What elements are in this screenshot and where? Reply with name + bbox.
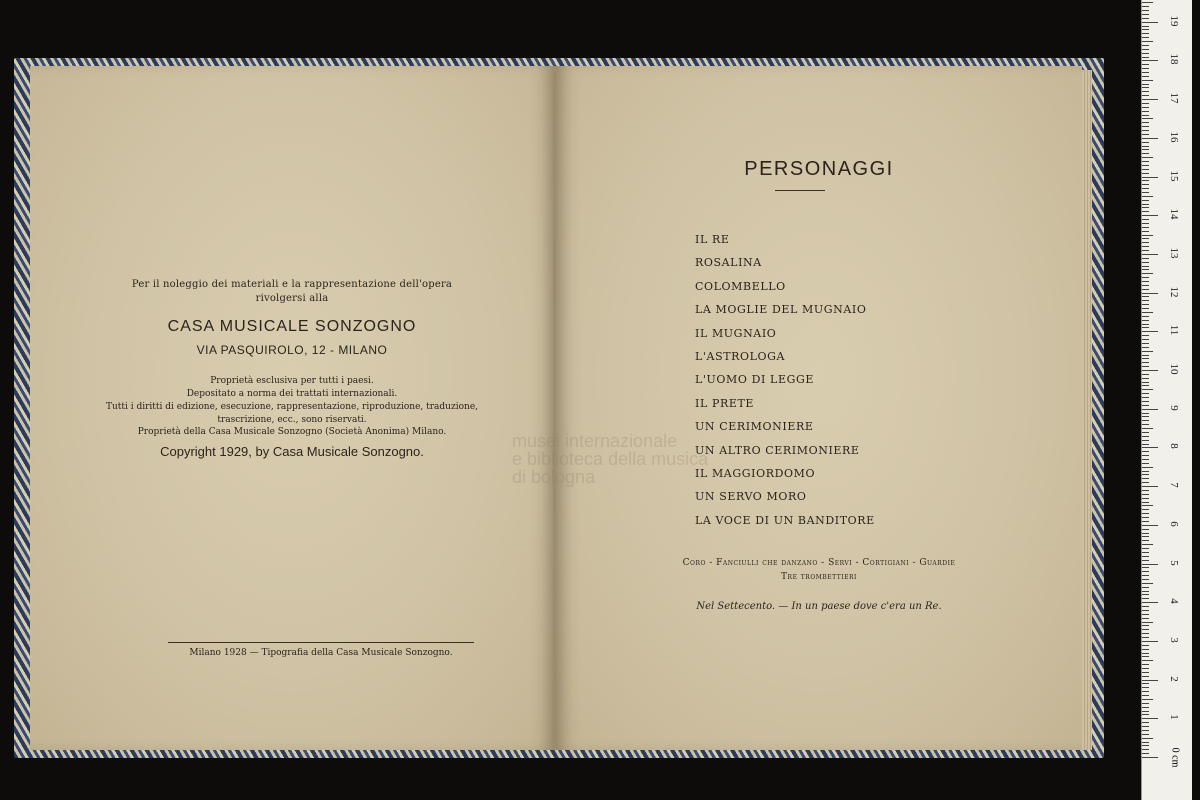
ruler-tick (1142, 389, 1153, 390)
ruler-tick (1142, 591, 1149, 592)
ruler-tick (1142, 726, 1149, 727)
ruler-tick (1142, 91, 1149, 92)
ruler-tick (1142, 730, 1149, 731)
ruler-tick (1142, 238, 1149, 239)
ruler-tick (1142, 300, 1149, 301)
ruler-tick (1142, 84, 1149, 85)
character-item: UN ALTRO CERIMONIERE (695, 443, 860, 457)
ruler-tick (1142, 296, 1149, 297)
ruler-number: 9 (1168, 404, 1180, 411)
page-edges (1082, 70, 1092, 750)
ruler-tick (1142, 598, 1149, 599)
ruler-tick (1142, 382, 1149, 383)
ruler-number: 15 (1168, 170, 1180, 181)
ruler-number: 17 (1168, 92, 1180, 104)
ruler-tick (1142, 668, 1149, 669)
ruler-tick (1142, 645, 1149, 646)
ruler-tick (1142, 587, 1149, 588)
ruler-tick (1142, 567, 1149, 568)
ruler-tick (1142, 428, 1153, 429)
ruler-tick (1142, 413, 1149, 414)
ruler-tick (1142, 115, 1149, 116)
ruler-tick (1142, 343, 1149, 344)
ruler-tick (1142, 672, 1149, 673)
ruler-tick (1142, 57, 1149, 58)
ruler-tick (1142, 521, 1149, 522)
ruler-tick (1142, 68, 1149, 69)
ruler-number: 7 (1168, 482, 1180, 488)
ruler-tick (1142, 544, 1153, 545)
chorus-line: Coro - Fanciulli che danzano - Servi - Cortigiani - Guardie (682, 558, 956, 568)
ruler-tick (1142, 676, 1149, 677)
ruler-tick (1142, 455, 1149, 456)
ruler-tick (1142, 536, 1149, 537)
ruler-tick (1142, 29, 1149, 30)
ruler-tick (1142, 409, 1158, 410)
ruler-tick (1142, 602, 1158, 603)
ruler-tick (1142, 509, 1149, 510)
ruler-tick (1142, 180, 1149, 181)
ruler-tick (1142, 490, 1149, 491)
ruler-tick (1142, 556, 1149, 557)
ruler-tick (1142, 146, 1149, 147)
ruler-tick (1142, 107, 1149, 108)
ruler-tick (1142, 629, 1149, 630)
ruler-tick (1142, 235, 1153, 236)
ruler-tick (1142, 362, 1149, 363)
ruler-tick (1142, 393, 1149, 394)
ruler-tick (1142, 451, 1149, 452)
character-item: LA VOCE DI UN BANDITORE (695, 513, 875, 527)
ruler-tick (1142, 118, 1153, 119)
ruler-number: 8 (1168, 443, 1180, 450)
ruler-tick (1142, 22, 1158, 23)
ruler-tick (1142, 482, 1149, 483)
character-item: IL MAGGIORDOMO (695, 466, 816, 480)
ownership-line: Proprietà della Casa Musicale Sonzogno (Società Anonima) Milano. (137, 427, 447, 437)
ruler-tick (1142, 625, 1149, 626)
ruler-tick (1142, 177, 1158, 178)
ruler-tick (1142, 196, 1153, 197)
ruler-tick (1142, 401, 1149, 402)
ruler-tick (1142, 416, 1149, 417)
ruler-tick (1142, 355, 1149, 356)
ruler-tick (1142, 223, 1149, 224)
ruler-tick (1142, 227, 1149, 228)
ruler-tick (1142, 184, 1149, 185)
ruler-tick (1142, 502, 1149, 503)
ruler-tick (1142, 2, 1153, 3)
ruler-tick (1142, 711, 1149, 712)
rights-line: Proprietà esclusiva per tutti i paesi. (210, 376, 374, 386)
ruler-tick (1142, 266, 1149, 267)
ruler-tick (1142, 444, 1149, 445)
character-list (695, 232, 875, 536)
ruler-number: 18 (1168, 53, 1180, 65)
ruler-tick (1142, 691, 1149, 692)
ruler-tick (1142, 366, 1149, 367)
ruler-tick (1142, 165, 1149, 166)
ruler-tick (1142, 656, 1149, 657)
ruler-tick (1142, 447, 1158, 448)
ruler-number: 3 (1168, 637, 1180, 643)
ruler-tick (1142, 707, 1149, 708)
chorus-list (556, 556, 1082, 584)
measurement-ruler (1141, 0, 1192, 800)
ruler-tick (1142, 26, 1149, 27)
ruler-tick (1142, 579, 1149, 580)
ruler-tick (1142, 242, 1149, 243)
ruler-tick (1142, 560, 1149, 561)
characters-title: PERSONAGGI (744, 158, 894, 180)
ruler-tick (1142, 335, 1149, 336)
ruler-tick (1142, 614, 1149, 615)
rental-notice-line: Per il noleggio dei materiali e la rappresentazione dell'opera (131, 279, 453, 290)
ruler-tick (1142, 49, 1149, 50)
ruler-tick (1142, 664, 1149, 665)
ruler-tick (1142, 742, 1149, 743)
ruler-tick (1142, 405, 1149, 406)
ruler-tick (1142, 583, 1153, 584)
ruler-tick (1142, 370, 1158, 371)
ruler-tick (1142, 378, 1149, 379)
ruler-tick (1142, 606, 1149, 607)
ruler-tick (1142, 331, 1158, 332)
ruler-tick (1142, 142, 1149, 143)
ruler-tick (1142, 467, 1153, 468)
ruler-tick (1142, 459, 1149, 460)
ruler-tick (1142, 637, 1149, 638)
ruler-tick (1142, 215, 1158, 216)
ruler-tick (1142, 718, 1158, 719)
ruler-tick (1142, 432, 1149, 433)
ruler-tick (1142, 494, 1149, 495)
ruler-tick (1142, 533, 1149, 534)
ruler-tick (1142, 474, 1149, 475)
rights-line: trascrizione, ecc., sono riservati. (217, 415, 367, 425)
ruler-tick (1142, 594, 1149, 595)
ruler-tick (1142, 734, 1149, 735)
ruler-tick (1142, 680, 1158, 681)
ruler-tick (1142, 169, 1149, 170)
ruler-tick (1142, 324, 1149, 325)
ruler-tick (1142, 714, 1149, 715)
ruler-tick (1142, 64, 1149, 65)
ruler-tick (1142, 351, 1153, 352)
character-item: UN SERVO MORO (695, 490, 807, 504)
ruler-tick (1142, 517, 1149, 518)
ruler-tick (1142, 358, 1149, 359)
ruler-tick (1142, 188, 1149, 189)
ruler-tick (1142, 192, 1149, 193)
ruler-tick (1142, 683, 1149, 684)
ruler-tick (1142, 99, 1158, 100)
ruler-tick (1142, 424, 1149, 425)
ruler-tick (1142, 339, 1149, 340)
ruler-tick (1142, 157, 1153, 158)
ruler-tick (1142, 478, 1149, 479)
ruler-tick (1142, 564, 1158, 565)
watermark-line: musei internazionale (512, 431, 678, 451)
ruler-tick (1142, 53, 1149, 54)
left-page (30, 66, 554, 750)
ruler-tick (1142, 161, 1149, 162)
ruler-tick (1142, 610, 1149, 611)
ruler-number: 10 (1168, 363, 1180, 375)
ruler-number: 11 (1168, 325, 1180, 336)
ruler-tick (1142, 285, 1149, 286)
ruler-tick (1142, 575, 1149, 576)
ruler-tick (1142, 738, 1153, 739)
ruler-tick (1142, 60, 1158, 61)
ruler-tick (1142, 703, 1149, 704)
character-item: IL MUGNAIO (695, 326, 777, 340)
ruler-tick (1142, 293, 1158, 294)
ruler-tick (1142, 513, 1149, 514)
ruler-tick (1142, 173, 1149, 174)
ruler-tick (1142, 95, 1149, 96)
ruler-tick (1142, 525, 1158, 526)
ruler-number: 12 (1168, 286, 1180, 298)
ruler-number: 1 (1168, 714, 1180, 721)
rights-notice (30, 375, 554, 427)
ruler-tick (1142, 420, 1149, 421)
ruler-tick (1142, 327, 1149, 328)
ruler-tick (1142, 653, 1149, 654)
ruler-tick (1142, 211, 1149, 212)
character-item: IL RE (695, 233, 730, 246)
ruler-tick (1142, 149, 1149, 150)
rental-notice (30, 278, 554, 306)
ruler-tick (1142, 45, 1149, 46)
right-page (556, 66, 1082, 750)
ruler-tick (1142, 529, 1149, 530)
ruler-tick (1142, 660, 1153, 661)
ruler-tick (1142, 471, 1149, 472)
ruler-tick (1142, 397, 1149, 398)
watermark-line: di bologna (512, 467, 596, 487)
ruler-tick (1142, 130, 1149, 131)
printer-footer: Milano 1928 — Tipografia della Casa Musicale Sonzogno. (189, 648, 453, 658)
ruler-tick (1142, 153, 1149, 154)
footer-rule (168, 642, 474, 643)
ruler-tick (1142, 111, 1149, 112)
ruler-tick (1142, 258, 1149, 259)
library-watermark (512, 432, 708, 486)
ruler-tick (1142, 72, 1149, 73)
ruler-tick (1142, 695, 1149, 696)
ruler-unit-label: 0 cm (1169, 747, 1181, 768)
ruler-tick (1142, 37, 1149, 38)
ruler-tick (1142, 76, 1149, 77)
character-item: IL PRETE (695, 396, 755, 410)
ruler-tick (1142, 246, 1149, 247)
ruler-tick (1142, 749, 1149, 750)
ruler-tick (1142, 505, 1153, 506)
ruler-tick (1142, 463, 1149, 464)
ruler-number: 5 (1168, 559, 1180, 566)
ruler-tick (1142, 436, 1149, 437)
setting-line: Nel Settecento. — In un paese dove c'era un Re. (696, 601, 942, 612)
ruler-tick (1142, 641, 1158, 642)
character-item: COLOMBELLO (695, 279, 786, 293)
ruler-tick (1142, 10, 1149, 11)
character-item: L'ASTROLOGA (695, 349, 786, 363)
ruler-number: 19 (1168, 15, 1180, 27)
watermark-line: e biblioteca della musica (512, 449, 709, 469)
ruler-tick (1142, 757, 1158, 758)
ruler-tick (1142, 41, 1153, 42)
ruler-tick (1142, 486, 1158, 487)
chorus-line: Tre trombettieri (781, 572, 857, 582)
ruler-number: 2 (1168, 675, 1180, 682)
ruler-tick (1142, 200, 1149, 201)
ruler-tick (1142, 122, 1149, 123)
ruler-tick (1142, 374, 1149, 375)
ruler-tick (1142, 571, 1149, 572)
ruler-number: 4 (1168, 598, 1180, 604)
ruler-tick (1142, 14, 1149, 15)
copyright-line: Copyright 1929, by Casa Musicale Sonzogno. (160, 444, 424, 459)
ruler-tick (1142, 126, 1149, 127)
ruler-tick (1142, 33, 1149, 34)
rights-line: Depositato a norma dei trattati internazionali. (186, 389, 398, 399)
ruler-tick (1142, 103, 1149, 104)
ruler-tick (1142, 204, 1149, 205)
ruler-tick (1142, 219, 1149, 220)
publisher-name: CASA MUSICALE SONZOGNO (167, 318, 417, 335)
ruler-tick (1142, 250, 1149, 251)
rental-notice-line: rivolgersi alla (255, 293, 329, 304)
ruler-tick (1142, 262, 1149, 263)
ruler-tick (1142, 687, 1149, 688)
character-item: L'UOMO DI LEGGE (695, 373, 814, 387)
ruler-tick (1142, 440, 1149, 441)
ruler-tick (1142, 316, 1149, 317)
ruler-tick (1142, 722, 1149, 723)
ruler-tick (1142, 254, 1158, 255)
ruler-tick (1142, 308, 1149, 309)
ruler-tick (1142, 347, 1149, 348)
ruler-tick (1142, 618, 1149, 619)
ruler-tick (1142, 6, 1149, 7)
ruler-number: 14 (1168, 208, 1180, 220)
ruler-tick (1142, 498, 1149, 499)
ruler-tick (1142, 289, 1149, 290)
ruler-number: 13 (1168, 247, 1180, 259)
ruler-tick (1142, 304, 1149, 305)
title-rule (775, 190, 825, 191)
ruler-tick (1142, 552, 1149, 553)
ruler-tick (1142, 622, 1153, 623)
ruler-tick (1142, 138, 1158, 139)
character-item: UN CERIMONIERE (695, 420, 814, 434)
character-item: LA MOGLIE DEL MUGNAIO (695, 303, 867, 317)
publisher-address: VIA PASQUIROLO, 12 - MILANO (196, 343, 388, 357)
ruler-tick (1142, 277, 1149, 278)
ruler-tick (1142, 80, 1153, 81)
ruler-number: 6 (1168, 521, 1180, 527)
ruler-tick (1142, 385, 1149, 386)
ruler-tick (1142, 548, 1149, 549)
rights-line: Tutti i diritti di edizione, esecuzione, rappresentazione, riproduzione, traduzione, (105, 402, 479, 412)
ruler-tick (1142, 273, 1153, 274)
ruler-tick (1142, 320, 1149, 321)
ruler-tick (1142, 231, 1149, 232)
ruler-tick (1142, 18, 1149, 19)
ruler-tick (1142, 540, 1149, 541)
ruler-number: 16 (1168, 131, 1180, 143)
ruler-tick (1142, 134, 1149, 135)
ruler-tick (1142, 753, 1149, 754)
ruler-tick (1142, 312, 1153, 313)
ruler-tick (1142, 745, 1149, 746)
ruler-tick (1142, 699, 1153, 700)
ruler-tick (1142, 633, 1149, 634)
ruler-tick (1142, 207, 1149, 208)
ruler-tick (1142, 281, 1149, 282)
ruler-tick (1142, 649, 1149, 650)
character-item: ROSALINA (695, 256, 762, 270)
ruler-tick (1142, 87, 1149, 88)
ruler-tick (1142, 269, 1149, 270)
